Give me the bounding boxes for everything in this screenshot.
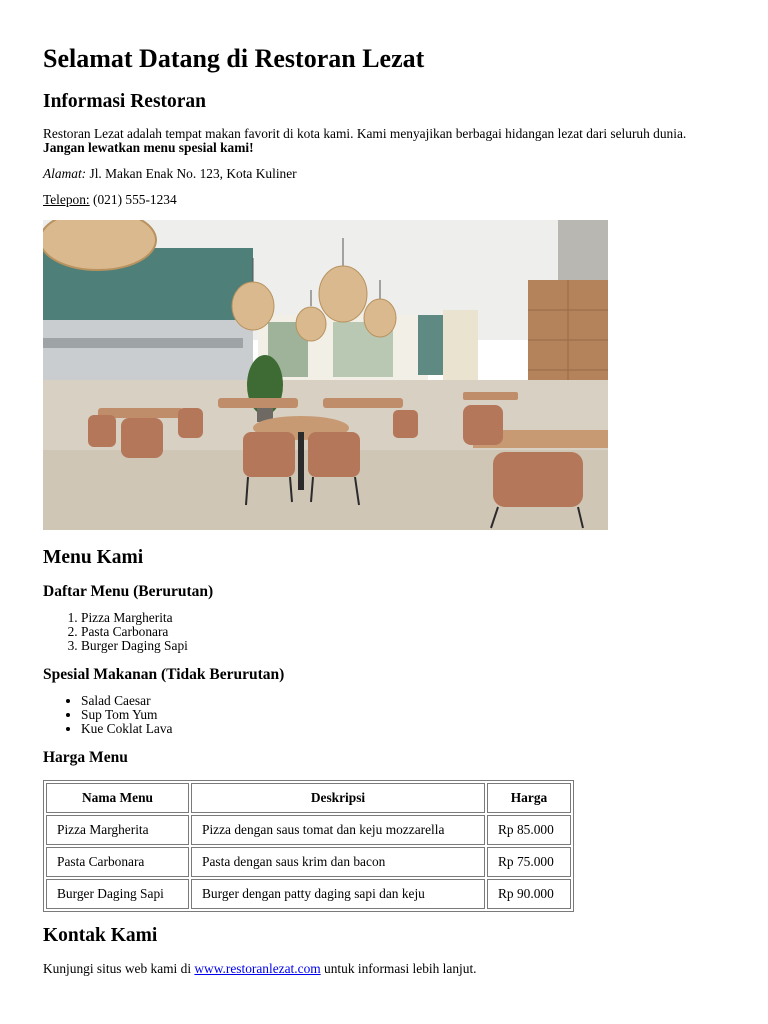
ordered-menu-list	[43, 611, 725, 653]
price-heading: Harga Menu	[43, 749, 128, 767]
cell-name: Pasta Carbonara	[46, 847, 189, 877]
cell-price: Rp 85.000	[487, 815, 571, 845]
page-title: Selamat Datang di Restoran Lezat	[43, 44, 425, 73]
table-header-row	[46, 783, 571, 813]
special-menu-list	[43, 694, 725, 736]
info-heading: Informasi Restoran	[43, 91, 207, 112]
cell-description: Pasta dengan saus krim dan bacon	[191, 847, 485, 877]
cell-name: Burger Daging Sapi	[46, 879, 189, 909]
list-item: • Salad Caesar	[81, 694, 725, 708]
website-link[interactable]: www.restoranlezat.com	[194, 961, 321, 977]
intro-paragraph	[43, 127, 723, 155]
table-row	[46, 879, 571, 909]
list-item: • Kue Coklat Lava	[81, 722, 725, 736]
ordered-menu-heading: Daftar Menu (Berurutan)	[43, 583, 214, 601]
phone	[43, 193, 725, 207]
cell-description: Burger dengan patty daging sapi dan keju	[191, 879, 485, 909]
intro-text: Restoran Lezat adalah tempat makan favorit di kota kami. Kami menyajikan berbagai hidangan lezat dari seluruh dunia.	[43, 126, 687, 141]
contact-text-before: Kunjungi situs web kami di	[43, 961, 195, 977]
menu-heading: Menu Kami	[43, 547, 144, 569]
price-table	[43, 780, 574, 912]
address-value: Jl. Makan Enak No. 123, Kota Kuliner	[86, 166, 297, 182]
cell-description: Pizza dengan saus tomat dan keju mozzarella	[191, 815, 485, 845]
restaurant-photo	[43, 220, 608, 530]
column-header-price: Harga	[487, 783, 571, 813]
address	[43, 167, 725, 181]
column-header-description: Deskripsi	[191, 783, 485, 813]
phone-label: Telepon:	[43, 192, 90, 208]
cell-price: Rp 90.000	[487, 879, 571, 909]
column-header-name: Nama Menu	[46, 783, 189, 813]
table-row	[46, 847, 571, 877]
list-item: 2. Pasta Carbonara	[81, 625, 725, 639]
list-item: 3. Burger Daging Sapi	[81, 639, 725, 653]
cell-name: Pizza Margherita	[46, 815, 189, 845]
table-row	[46, 815, 571, 845]
contact-heading: Kontak Kami	[43, 925, 158, 947]
phone-value: (021) 555-1234	[89, 192, 177, 208]
contact-text-after: untuk informasi lebih lanjut.	[320, 961, 477, 977]
list-item: 1. Pizza Margherita	[81, 611, 725, 625]
intro-highlight: Jangan lewatkan menu spesial kami!	[43, 140, 254, 156]
contact-paragraph	[43, 962, 725, 976]
list-item: • Sup Tom Yum	[81, 708, 725, 722]
address-label: Alamat:	[43, 166, 87, 182]
special-menu-heading: Spesial Makanan (Tidak Berurutan)	[43, 666, 285, 684]
cell-price: Rp 75.000	[487, 847, 571, 877]
